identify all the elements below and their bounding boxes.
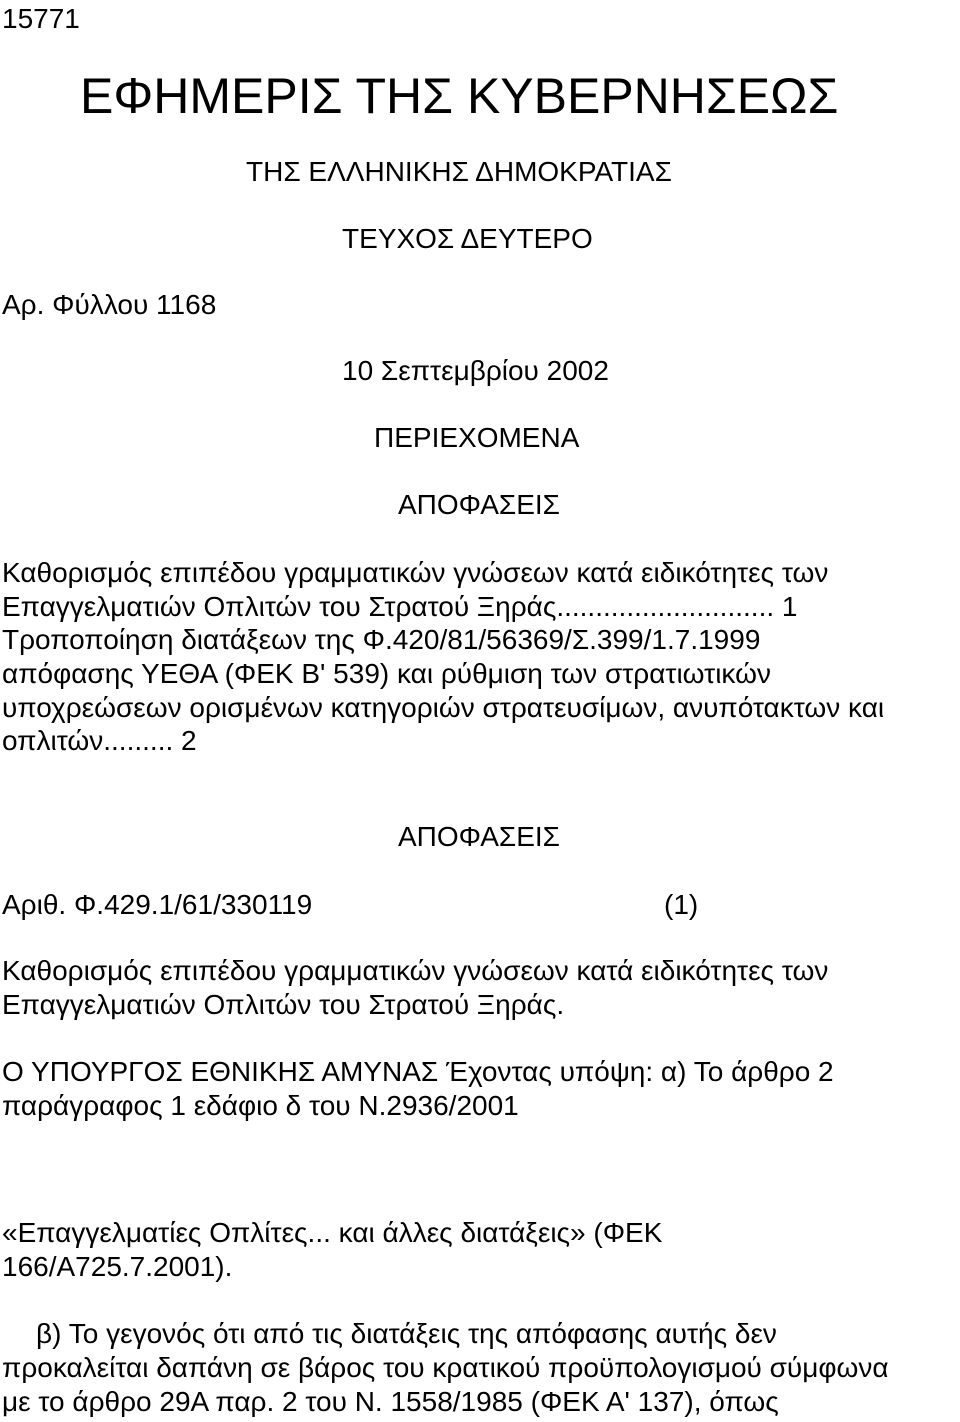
contents-entry-2-line-3: υποχρεώσεων ορισμένων κατηγοριών στρατευσίμων, ανυπότακτων και	[2, 692, 885, 723]
paragraph-3-line-2: προκαλείται δαπάνη σε βάρος του κρατικού προϋπολογισμού σύμφωνα	[2, 1352, 889, 1383]
paragraph-2-line-2: 166/Α725.7.2001).	[2, 1251, 233, 1282]
decision-title-line-2: Επαγγελματιών Οπλιτών του Στρατού Ξηράς.	[2, 989, 565, 1020]
sheet-number: Αρ. Φύλλου 1168	[2, 289, 217, 320]
issue-type: ΤΕΥΧΟΣ ΔΕΥΤΕΡΟ	[342, 223, 593, 254]
contents-entry-1-line-2: Επαγγελματιών Οπλιτών του Στρατού Ξηράς............................ 1	[2, 591, 798, 622]
body-section-heading: ΑΠΟΦΑΣΕΙΣ	[398, 821, 560, 852]
gazette-title: ΕΦΗΜΕΡΙΣ ΤΗΣ ΚΥΒΕΡΝΗΣΕΩΣ	[80, 68, 839, 124]
issue-date: 10 Σεπτεμβρίου 2002	[342, 355, 609, 386]
decision-number: Αριθ. Φ.429.1/61/330119	[2, 889, 313, 920]
contents-heading: ΠΕΡΙΕΧΟΜΕΝΑ	[374, 422, 580, 453]
page-number: 15771	[2, 3, 80, 34]
decision-index: (1)	[664, 889, 699, 920]
paragraph-2-line-1: «Επαγγελματίες Οπλίτες... και άλλες διατάξεις» (ΦΕΚ	[2, 1217, 663, 1248]
contents-entry-1-line-1: Καθορισμός επιπέδου γραμματικών γνώσεων κατά ειδικότητες των	[2, 557, 829, 588]
paragraph-1-line-2: παράγραφος 1 εδάφιο δ του Ν.2936/2001	[2, 1090, 519, 1121]
decision-title-line-1: Καθορισμός επιπέδου γραμματικών γνώσεων κατά ειδικότητες των	[2, 955, 829, 986]
paragraph-1-line-1: Ο ΥΠΟΥΡΓΟΣ ΕΘΝΙΚΗΣ ΑΜΥΝΑΣ Έχοντας υπόψη: α) Το άρθρο 2	[2, 1056, 834, 1087]
contents-section-heading: ΑΠΟΦΑΣΕΙΣ	[398, 489, 560, 520]
contents-entry-2-line-4: οπλιτών......... 2	[2, 725, 197, 756]
gazette-subtitle: ΤΗΣ ΕΛΛΗΝΙΚΗΣ ΔΗΜΟΚΡΑΤΙΑΣ	[246, 156, 672, 187]
paragraph-3-line-3: με το άρθρο 29Α παρ. 2 του Ν. 1558/1985 (ΦΕΚ Α' 137), όπως	[2, 1386, 779, 1417]
paragraph-3-line-1: β) Το γεγονός ότι από τις διατάξεις της απόφασης αυτής δεν	[36, 1318, 777, 1349]
contents-entry-2-line-1: Τροποποίηση διατάξεων της Φ.420/81/56369/Σ.399/1.7.1999	[2, 624, 761, 655]
contents-entry-2-line-2: απόφασης ΥΕΘΑ (ΦΕΚ Β' 539) και ρύθμιση των στρατιωτικών	[2, 658, 771, 689]
